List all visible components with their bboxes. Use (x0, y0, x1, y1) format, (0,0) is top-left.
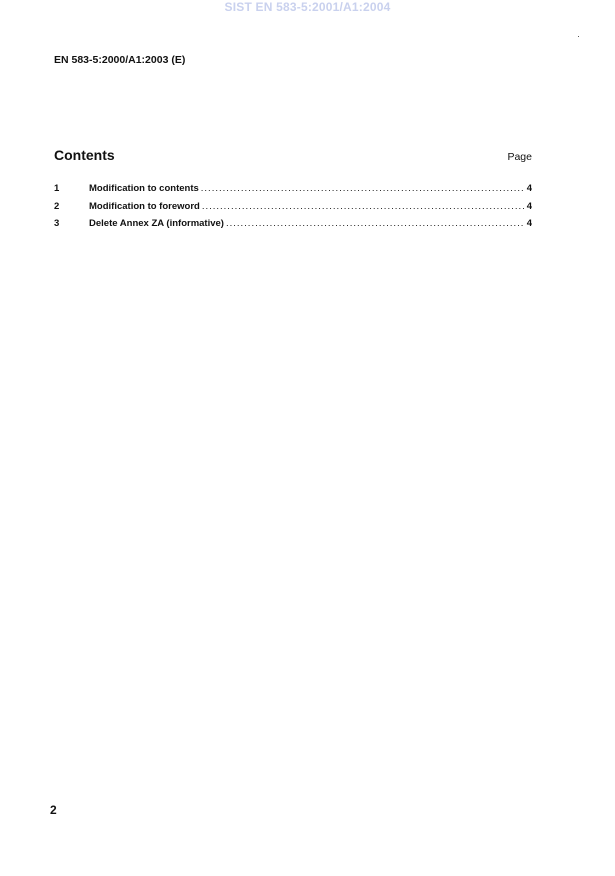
toc-entry-title[interactable]: Modification to contents (89, 183, 199, 194)
toc-entry-page[interactable]: 4 (526, 200, 532, 212)
table-of-contents (54, 183, 532, 236)
toc-entry[interactable] (54, 201, 532, 219)
page-column-label: Page (507, 151, 532, 163)
toc-entry-title[interactable]: Delete Annex ZA (informative) (89, 218, 224, 229)
toc-entry-page[interactable]: 4 (526, 218, 532, 229)
toc-entry[interactable] (54, 183, 532, 201)
document-code: EN 583-5:2000/A1:2003 (E) (54, 54, 186, 66)
toc-dot-leader (202, 201, 525, 213)
toc-entry-title[interactable]: Modification to foreword (89, 200, 200, 212)
scan-speck (578, 36, 579, 37)
watermark-text: SIST EN 583-5:2001/A1:2004 (224, 0, 391, 14)
toc-entry[interactable] (54, 218, 532, 236)
toc-dot-leader (201, 183, 525, 195)
toc-entry-page[interactable]: 4 (526, 183, 532, 194)
toc-entry-number: 2 (54, 200, 60, 212)
page-number: 2 (50, 803, 57, 817)
contents-heading: Contents (54, 147, 115, 163)
toc-dot-leader (226, 218, 525, 230)
toc-entry-number: 3 (54, 218, 60, 229)
toc-entry-number: 1 (54, 183, 60, 194)
